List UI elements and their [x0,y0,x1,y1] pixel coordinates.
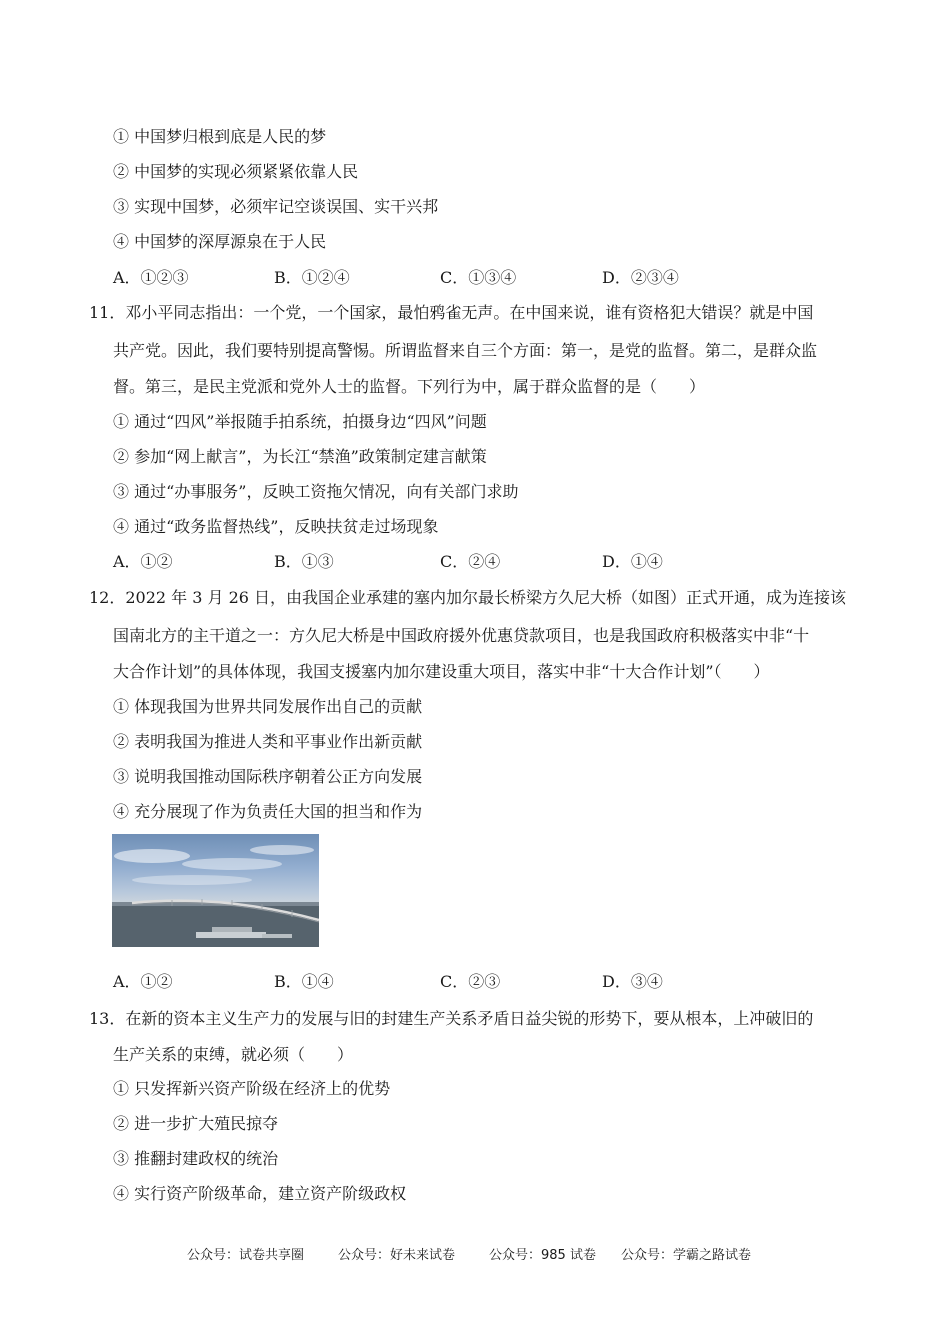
q12-answer-a: A．①② [113,972,173,991]
q12-stem-line-2: 国南北方的主干道之一：方久尼大桥是中国政府援外优惠贷款项目，也是我国政府积极落实中非“十 [113,626,810,645]
q13-option-1: ① 只发挥新兴资产阶级在经济上的优势 [113,1079,391,1098]
q10-option-2: ② 中国梦的实现必须紧紧依靠人民 [113,162,359,181]
footer-account-2: 公众号：好未来试卷 [338,1248,456,1263]
q11-stem-line-1: 11．邓小平同志指出：一个党，一个国家，最怕鸦雀无声。在中国来说，谁有资格犯大错误？就是中国 [89,303,814,322]
q12-option-4: ④ 充分展现了作为负责任大国的担当和作为 [113,802,423,821]
q10-answer-d: D．②③④ [602,268,679,287]
q11-answer-b: B．①③ [274,552,334,571]
q12-answer-d: D．③④ [602,972,663,991]
q10-option-4: ④ 中国梦的深厚源泉在于人民 [113,232,327,251]
q10-answer-c: C．①③④ [440,268,517,287]
q10-answer-a: A．①②③ [113,268,189,287]
q10-option-3: ③ 实现中国梦，必须牢记空谈误国、实干兴邦 [113,197,439,216]
footer-account-4: 公众号：学霸之路试卷 [621,1248,752,1263]
q11-answer-c: C．②④ [440,552,501,571]
q11-answer-d: D．①④ [602,552,663,571]
q11-answer-a: A．①② [113,552,173,571]
bridge-photo-illustration [112,834,319,947]
footer-account-3: 公众号：985 试卷 [489,1248,596,1263]
q12-option-2: ② 表明我国为推进人类和平事业作出新贡献 [113,732,423,751]
q11-option-4: ④ 通过“政务监督热线”，反映扶贫走过场现象 [113,517,439,536]
q10-answer-b: B．①②④ [274,268,350,287]
q10-option-1: ① 中国梦归根到底是人民的梦 [113,127,327,146]
q12-option-3: ③ 说明我国推动国际秩序朝着公正方向发展 [113,767,423,786]
q12-answer-c: C．②③ [440,972,501,991]
q11-stem-line-3: 督。第三，是民主党派和党外人士的监督。下列行为中，属于群众监督的是（ ） [113,377,706,396]
bridge-photo [112,834,319,947]
q11-option-2: ② 参加“网上献言”，为长江“禁渔”政策制定建言献策 [113,447,487,466]
q11-option-3: ③ 通过“办事服务”，反映工资拖欠情况，向有关部门求助 [113,482,519,501]
q12-stem-line-1: 12．2022 年 3 月 26 日，由我国企业承建的塞内加尔最长桥梁方久尼大桥（如图）正式开通，成为连接该 [89,588,847,607]
footer-account-1: 公众号：试卷共享圈 [187,1248,305,1263]
q13-stem-line-2: 生产关系的束缚，就必须（ ） [113,1045,354,1064]
q12-answer-b: B．①④ [274,972,334,991]
q11-stem-line-2: 共产党。因此，我们要特别提高警惕。所谓监督来自三个方面：第一，是党的监督。第二，是群众监 [113,341,818,360]
q13-option-2: ② 进一步扩大殖民掠夺 [113,1114,279,1133]
q13-option-3: ③ 推翻封建政权的统治 [113,1149,279,1168]
q12-option-1: ① 体现我国为世界共同发展作出自己的贡献 [113,697,423,716]
q12-stem-line-3: 大合作计划”的具体体现，我国支援塞内加尔建设重大项目，落实中非“十大合作计划”（ ） [113,662,770,681]
q13-option-4: ④ 实行资产阶级革命，建立资产阶级政权 [113,1184,407,1203]
q13-stem-line-1: 13．在新的资本主义生产力的发展与旧的封建生产关系矛盾日益尖锐的形势下，要从根本，上冲破旧的 [89,1009,814,1028]
q11-option-1: ① 通过“四风”举报随手拍系统，拍摄身边“四风”问题 [113,412,487,431]
